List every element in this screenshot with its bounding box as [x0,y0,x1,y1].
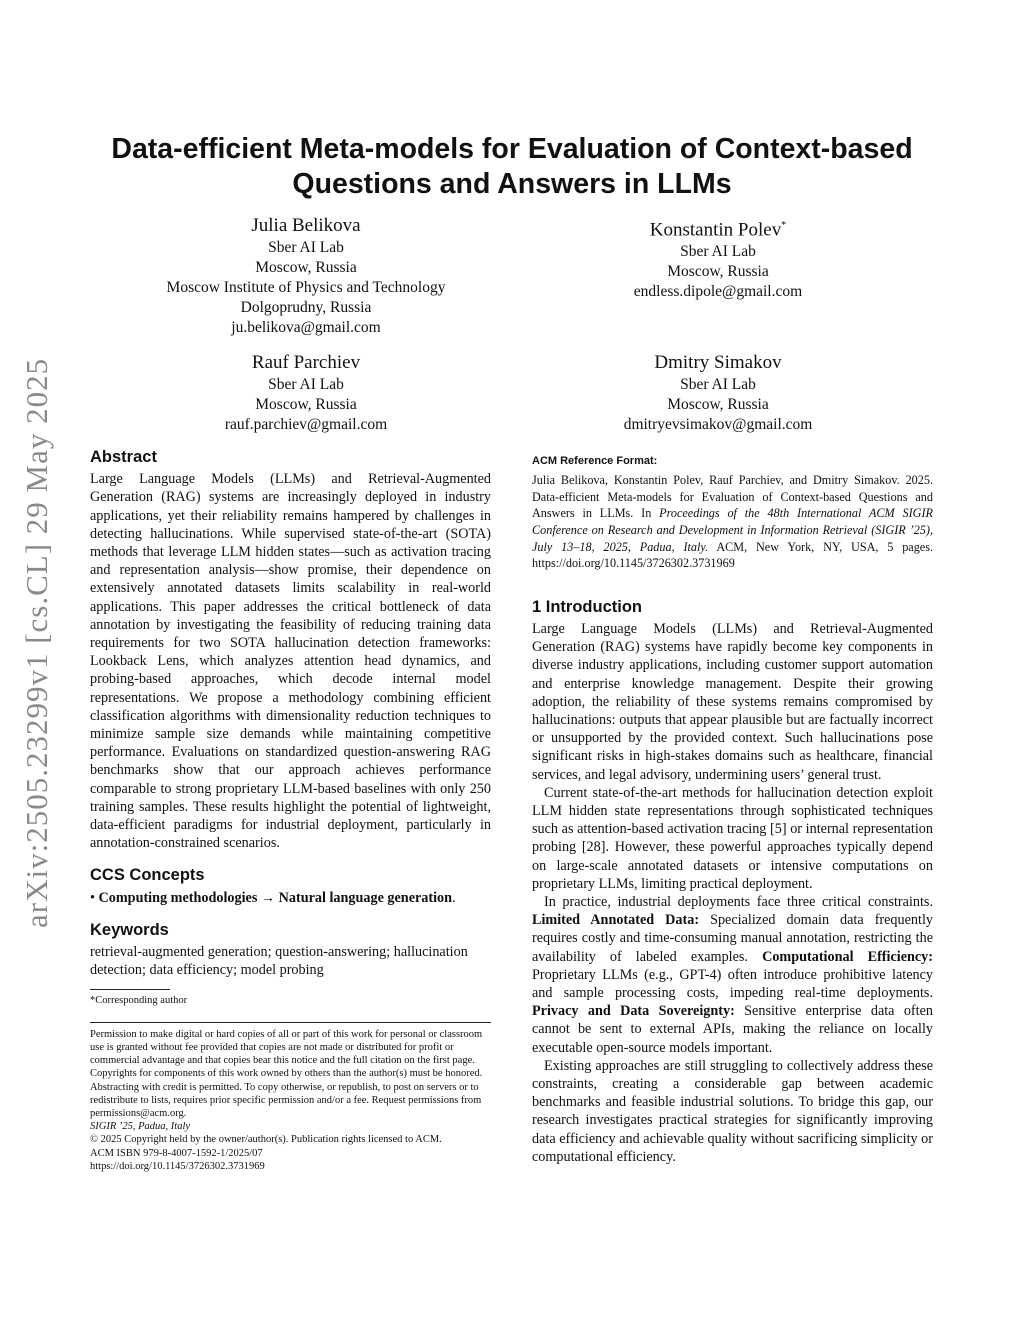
author-block-3 [120,351,492,435]
ccs-concepts [90,889,491,907]
acm-ref-part: Julia Belikova, Konstantin Polev, Rauf Parchiev, and Dmitry Simakov. 2025. Data-efficient Meta-models for Evaluation of Context-based Questions and Answers in LLMs. In [532,473,933,521]
constraint-text: Specialized domain data frequently requires costly and time-consuming manual annotation, restricting the availability of labeled examples. [532,912,933,965]
ccs-term: Natural language generation [278,889,453,906]
doi-link[interactable]: https://doi.org/10.1145/3726302.3731969 [90,1160,265,1172]
author-name: Dmitry Simakov [654,352,782,373]
paper-title: Data-efficient Meta-models for Evaluation of Context-based Questions and Answers in LLMs [111,133,913,200]
permission-text: Permission to make digital or hard copies of all or part of this work for personal or classroom use is granted without fee provided that copies are not made or distributed for profit or commercial advantage and that copies bear this notice and the full citation on the first page. Copyrights for components of this work owned by others than the author(s) must be honored. Abstracting with credit is permitted. To copy otherwise, or republish, to post on servers or to redistribute to lists, requires prior specific permission and/or a fee. Request permissions from permissions@acm.org. [90,1028,483,1119]
intro-paragraph-2: Current state-of-the-art methods for hallucination detection exploit LLM hidden state representations through sophisticated techniques such as attention-based activation tracing [5] or internal representation probing [28]. However, these powerful approaches typically depend on large-scale annotated datasets or intensive computations on proprietary LLMs, limiting practical deployment. [532,784,933,892]
author-block-1 [120,214,492,338]
constraint-label: Computational Efficiency: [762,948,934,965]
footnote-rule [90,989,170,990]
intro-paragraph-1: Large Language Models (LLMs) and Retrieval-Augmented Generation (RAG) systems have rapidly become key components in diverse industry applications, including customer support automation and enterprise knowledge management. Despite their growing adoption, the reliability of these systems remains compromised by hallucinations: outputs that appear plausible but are factually incorrect or unsupported by the provided context. Such hallucinations pose significant risks in high-stakes domains such as healthcare, financial services, and legal advisory, undermining users’ general trust. [532,620,933,783]
ccs-period: . [452,889,456,906]
author-name: Konstantin Polev [649,219,782,241]
author-location: Moscow, Russia [255,259,357,276]
author-name: Rauf Parchiev [251,352,361,373]
author-affiliation: Moscow Institute of Physics and Technology [166,279,446,296]
author-name: Julia Belikova [251,215,361,236]
constraint-text: Sensitive enterprise data often cannot be sent to external APIs, making the reliance on locally executable open-source models important. [532,1003,933,1056]
abstract-text: Large Language Models (LLMs) and Retrieval-Augmented Generation (RAG) systems are increasingly deployed in industry applications, yet their reliability remains hampered by challenges in detecting hallucinations. While supervised state-of-the-art (SOTA) methods that leverage LLM hidden states—such as activation tracing and representation analysis—show promise, their dependence on extensively annotated datasets limits scalability in real-world applications. This paper addresses the critical bottleneck of data annotation by investigating the feasibility of reducing training data requirements for two SOTA hallucination detection frameworks: Lookback Lens, which analyzes attention head dynamics, and probing-based approaches, which decode internal model representations. We propose a methodology combining efficient classification algorithms with dimensionality reduction techniques to minimize sample size demands while maintaining competitive performance. Evaluations on standardized question-answering RAG benchmarks show that our approach achieves performance comparable to strong proprietary LLM-based baselines with only 250 training samples. These results highlight the potential of lightweight, data-efficient paradigms for industrial deployment, particularly in annotation-constrained scenarios. [90,471,491,852]
acm-ref-text [532,472,933,572]
author-location: Dolgoprudny, Russia [240,299,372,316]
author-email: ju.belikova@gmail.com [231,319,381,336]
author-location: Moscow, Russia [667,396,769,413]
constraint-text: Proprietary LLMs (e.g., GPT-4) often introduce prohibitive latency and sample processing costs, impeding real-time deployments. [532,966,933,1002]
intro-paragraph-3 [532,893,933,1057]
keywords-text: retrieval-augmented generation; question-answering; hallucination detection; data efficiency; model probing [90,944,468,979]
venue: SIGIR ’25, Padua, Italy [90,1121,191,1133]
ccs-term: Computing methodologies [98,889,258,906]
intro-heading: 1 Introduction [532,597,642,616]
author-location: Moscow, Russia [255,396,357,413]
acm-ref-heading: ACM Reference Format: [532,455,658,467]
abstract-heading: Abstract [90,448,157,466]
author-email: endless.dipole@gmail.com [633,283,803,301]
author-location: Moscow, Russia [667,263,769,281]
constraint-label: Limited Annotated Data: [532,912,700,929]
author-block-2 [532,214,904,302]
right-column [532,452,933,1166]
left-column [90,448,491,1173]
author-email: rauf.parchiev@gmail.com [224,416,388,433]
permission-rule [90,1022,491,1023]
ccs-heading: CCS Concepts [90,866,205,885]
ccs-bullet: • [90,889,95,906]
constraint-label: Privacy and Data Sovereignty: [532,1003,735,1020]
intro-paragraph-4: Existing approaches are still struggling to collectively address these constraints, creating a considerable gap between academic benchmarks and feasible industrial solutions. To bridge this gap, our research investigates practical strategies for significantly improving data efficiency and achievable quality without sacrificing simplicity or computational efficiency. [532,1057,933,1165]
acm-ref-part: ACM, New York, NY, USA, 5 pages. https://doi.org/10.1145/3726302.3731969 [532,539,934,571]
keywords-heading: Keywords [90,920,169,939]
copyright: © 2025 Copyright held by the owner/author(s). Publication rights licensed to ACM. [90,1134,442,1146]
author-affiliation: Sber AI Lab [680,243,756,261]
author-block-4 [532,351,904,435]
corresponding-mark: * [781,220,787,231]
arrow-icon: → [260,889,276,906]
constraints-intro: In practice, industrial deployments face three critical constraints. [544,894,933,911]
author-affiliation: Sber AI Lab [268,376,344,393]
author-affiliation: Sber AI Lab [268,239,344,256]
arxiv-stamp: arXiv:2505.23299v1 [cs.CL] 29 May 2025 [19,357,54,928]
footnote: *Corresponding author [90,995,188,1007]
permission-block [90,1028,491,1173]
author-email: dmitryevsimakov@gmail.com [623,416,813,433]
acm-ref-proceedings: Proceedings of the 48th International ACM SIGIR Conference on Research and Development in Information Retrieval (SIGIR ’25), July 13–18, 2025, Padua, Italy. [532,506,933,554]
author-affiliation: Sber AI Lab [680,376,756,393]
isbn: ACM ISBN 979-8-4007-1592-1/2025/07 [90,1147,263,1159]
